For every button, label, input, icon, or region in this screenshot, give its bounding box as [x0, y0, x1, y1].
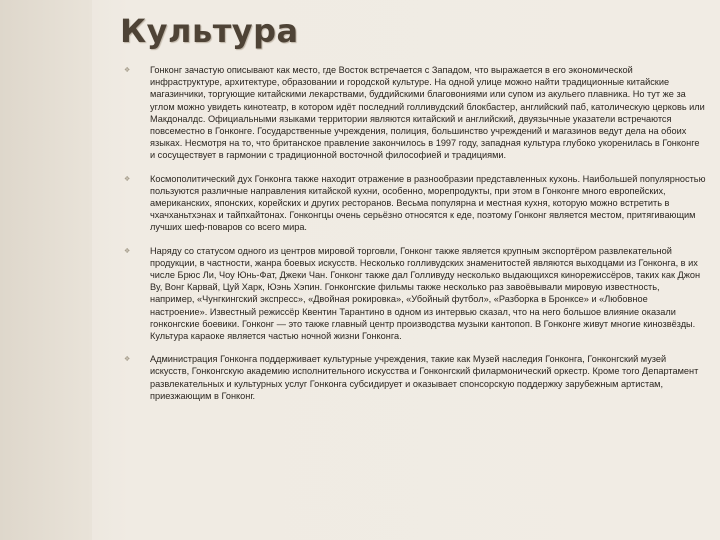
bullet-item — [124, 245, 706, 343]
bullet-item — [124, 64, 706, 162]
bullet-item — [124, 173, 706, 234]
bullet-text: Гонконг зачастую описывают как место, где Восток встречается с Западом, что выражается в его экономической инфраструктуре, архитектуре, образовании и городской культуре. На одной улице можно найти традиционные китайские магазинчики, торгующие китайскими лекарствами, буддийскими благовониями или супом из акульего плавника. Но тут же за углом можно увидеть кинотеатр, в котором идёт последний голливудский блокбастер, английский паб, католическую церковь или Макдоналдс. Официальными языками территории являются китайский и английский, двуязычные указатели встречаются повсеместно в Гонконге. Государственные учреждения, полиция, большинство учреждений и магазинов ведут дела на обоих языках. Несмотря на то, что британское правление закончилось в 1997 году, западная культура глубоко укоренилась в Гонконге и сосуществует в гармонии с традиционной восточной философией и традициями. — [150, 65, 705, 161]
slide-title: Культура — [120, 12, 299, 50]
bullet-text: Администрация Гонконга поддерживает культурные учреждения, такие как Музей наследия Гонконга, Гонконгский музей искусств, Гонконгскую академию исполнительного искусства и Гонконгский филармонический оркестр. Кроме того Департамент развлекательных и культурных услуг Гонконга субсидирует и оказывает спонсорскую поддержку зарубежным артистам, приезжающим в Гонконг. — [150, 354, 699, 401]
bullet-text: Наряду со статусом одного из центров мировой торговли, Гонконг также является крупным экспортёром развлекательной продукции, в частности, жанра боевых искусств. Несколько голливудских знаменитостей являются выходцами из Гонконга, в их числе Брюс Ли, Чоу Юнь-Фат, Джеки Чан. Гонконг также дал Голливуду несколько выдающихся кинорежиссёров, таких как Джон Ву, Вонг Карвай, Цуй Харк, Юэнь Хэпин. Гонконгские фильмы также несколько раз завоёвывали мировую известность, например, «Чунгкингский экспресс», «Двойная рокировка», «Убойный футбол», «Разборка в Бронксе» и «Любовное настроение». Известный режиссёр Квентин Тарантино в одном из интервью сказал, что на него большое влияние оказали гонконгские боевики. Гонконг — это также главный центр производства музыки кантопоп. В Гонконге живут многие кинозвёзды. Культура караоке является частью ночной жизни Гонконга. — [150, 245, 701, 342]
slide-left-band — [0, 0, 92, 540]
bullet-list — [124, 64, 706, 413]
bullet-diamond-icon: ❖ — [124, 356, 131, 364]
bullet-diamond-icon: ❖ — [124, 67, 131, 74]
bullet-item — [124, 353, 706, 402]
bullet-diamond-icon: ❖ — [124, 247, 131, 255]
bullet-diamond-icon: ❖ — [124, 175, 131, 183]
bullet-text: Космополитический дух Гонконга также находит отражение в разнообразии представленных кухонь. Наибольшей популярностью пользуются различные направления китайской кухни, особенно, морепродукты, при этом в Гонконге много европейских, американских, японских, корейских и других ресторанов. Весьма популярна и местная кухня, которую можно встретить в чхачханьтхэнах и тайпхайтонах. Гонконгцы очень серьёзно относятся к еде, поэтому Гонконг является местом, притягивающим лучших шеф-поваров со всего мира. — [150, 173, 706, 233]
